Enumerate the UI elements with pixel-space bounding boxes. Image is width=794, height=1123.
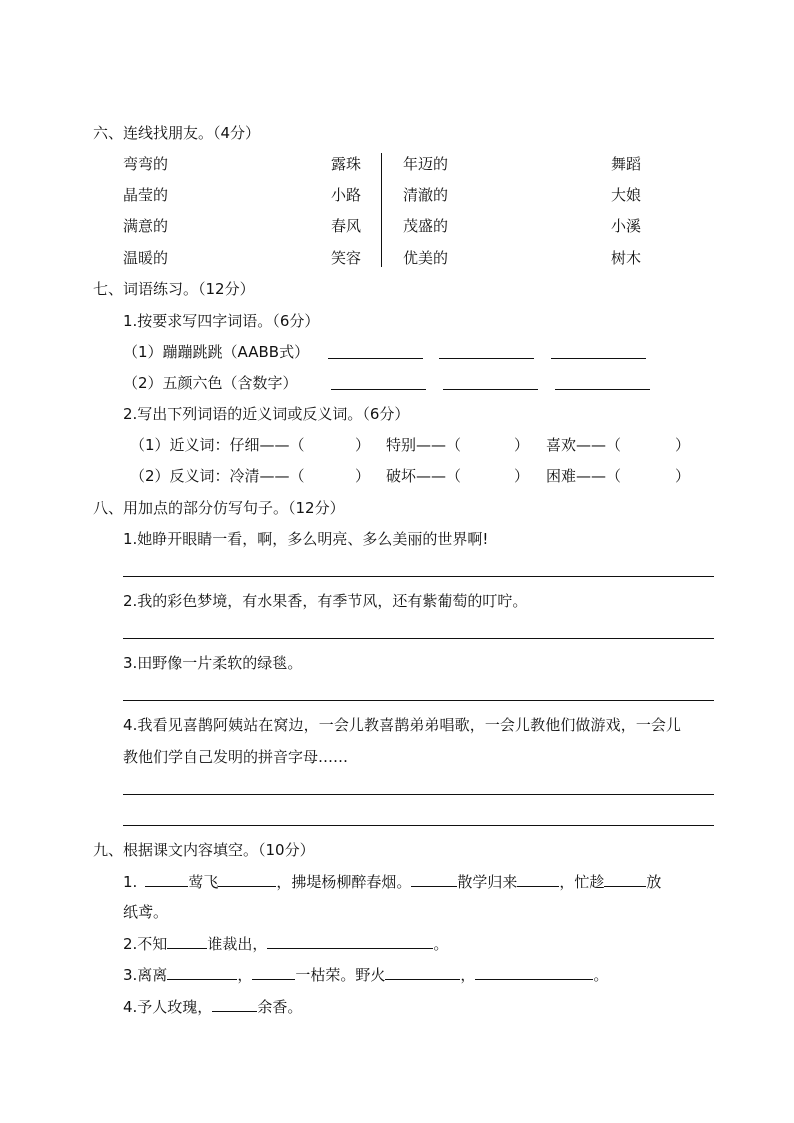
- s8-sentence-1: 1.她睁开眼睛一看，啊，多么明亮、多么美丽的世界啊!: [123, 530, 489, 548]
- match-left-b-1: 露珠: [331, 155, 362, 173]
- match-left-b-4: 笑容: [331, 249, 362, 267]
- section-8-title: 八、用加点的部分仿写句子。（12分）: [93, 499, 345, 517]
- match-left-a-2: 晶莹的: [123, 186, 169, 204]
- answer-line[interactable]: [328, 358, 423, 359]
- s7-q2-antonym-3: 困难——（: [546, 467, 622, 485]
- fill-blank[interactable]: [167, 933, 207, 949]
- fill-blank[interactable]: [212, 996, 257, 1012]
- match-right-a-4: 优美的: [403, 249, 449, 267]
- fill-blank[interactable]: [267, 933, 433, 949]
- s8-sentence-3: 3.田野像一片柔软的绿毯。: [123, 654, 303, 672]
- s9-fill-3: [123, 964, 608, 985]
- answer-line[interactable]: [443, 389, 538, 390]
- match-right-a-3: 茂盛的: [403, 217, 449, 235]
- match-left-b-2: 小路: [331, 186, 362, 204]
- s7-q2-synonym-1: （1）近义词：仔细——（: [130, 436, 305, 454]
- s8-sentence-2: 2.我的彩色梦境，有水果香，有季节风，还有紫葡萄的叮咛。: [123, 592, 528, 610]
- match-right-b-2: 大娘: [611, 186, 642, 204]
- writing-line[interactable]: [123, 794, 714, 795]
- s7-q1-item-1: （1）蹦蹦跳跳（AABB式）: [123, 343, 310, 361]
- writing-line[interactable]: [123, 638, 714, 639]
- column-divider: [381, 153, 382, 267]
- fill-blank[interactable]: [604, 871, 646, 887]
- match-right-a-1: 年迈的: [403, 155, 449, 173]
- writing-line[interactable]: [123, 576, 714, 577]
- poem-text: ，: [237, 966, 253, 984]
- s7-q2-antonym-2: 破坏——（: [386, 467, 462, 485]
- close-paren: ）: [675, 436, 691, 454]
- poem-text: 一枯荣。野火: [295, 966, 386, 984]
- section-6-title: 六、连线找朋友。（4分）: [93, 124, 261, 142]
- s7-q2-antonym-1: （2）反义词：冷清——（: [130, 467, 305, 485]
- s7-q1-item-2: （2）五颜六色（含数字）: [123, 374, 298, 392]
- writing-line[interactable]: [123, 825, 714, 826]
- fill-blank[interactable]: [218, 871, 276, 887]
- answer-line[interactable]: [555, 389, 650, 390]
- poem-text: 散学归来: [457, 873, 518, 891]
- poem-text: 莺飞: [188, 873, 219, 891]
- section-7-title: 七、词语练习。（12分）: [93, 280, 255, 298]
- fill-blank[interactable]: [145, 871, 188, 887]
- section-9-title: 九、根据课文内容填空。（10分）: [93, 841, 315, 859]
- match-left-b-3: 春风: [331, 217, 362, 235]
- answer-line[interactable]: [439, 358, 534, 359]
- match-right-b-1: 舞蹈: [611, 155, 642, 173]
- fill-blank[interactable]: [167, 964, 237, 980]
- poem-text: 3.离离: [123, 966, 168, 984]
- fill-blank[interactable]: [411, 871, 457, 887]
- s7-q2-synonym-2: 特别——（: [386, 436, 462, 454]
- match-left-a-4: 温暖的: [123, 249, 169, 267]
- close-paren: ）: [355, 436, 371, 454]
- close-paren: ）: [355, 467, 371, 485]
- poem-text: ，拂堤杨柳醉春烟。: [276, 873, 412, 891]
- poem-text: ，忙趁: [559, 873, 605, 891]
- close-paren: ）: [675, 467, 691, 485]
- s7-question-2: 2.写出下列词语的近义词或反义词。（6分）: [123, 405, 410, 423]
- match-right-b-3: 小溪: [611, 217, 642, 235]
- s8-sentence-4-line-2: 教他们学自己发明的拼音字母……: [123, 748, 349, 766]
- s9-fill-1: [123, 871, 661, 892]
- poem-text: 。: [593, 966, 609, 984]
- poem-text: 4.予人玫瑰，: [123, 998, 213, 1016]
- fill-blank[interactable]: [517, 871, 559, 887]
- s9-fill-1-line-2: 纸鸢。: [123, 903, 169, 921]
- close-paren: ）: [514, 467, 530, 485]
- s7-q2-synonym-3: 喜欢——（: [546, 436, 622, 454]
- poem-text: 余香。: [257, 998, 303, 1016]
- writing-line[interactable]: [123, 700, 714, 701]
- s9-fill-2: [123, 933, 448, 954]
- poem-text: ，: [460, 966, 476, 984]
- fill-blank[interactable]: [385, 964, 460, 980]
- s9-fill-4: [123, 996, 302, 1017]
- fill-blank[interactable]: [252, 964, 295, 980]
- answer-line[interactable]: [551, 358, 646, 359]
- poem-text: 谁裁出，: [207, 935, 268, 953]
- s7-question-1: 1.按要求写四字词语。（6分）: [123, 312, 320, 330]
- match-left-a-3: 满意的: [123, 217, 169, 235]
- poem-text: 放: [646, 873, 662, 891]
- q-number: 1.: [123, 873, 138, 891]
- match-left-a-1: 弯弯的: [123, 155, 169, 173]
- fill-blank[interactable]: [475, 964, 593, 980]
- match-right-b-4: 树木: [611, 249, 642, 267]
- s8-sentence-4-line-1: 4.我看见喜鹊阿姨站在窝边，一会儿教喜鹊弟弟唱歌，一会儿教他们做游戏，一会儿: [123, 716, 682, 734]
- poem-text: 。: [433, 935, 449, 953]
- answer-line[interactable]: [331, 389, 426, 390]
- close-paren: ）: [514, 436, 530, 454]
- match-right-a-2: 清澈的: [403, 186, 449, 204]
- poem-text: 2.不知: [123, 935, 168, 953]
